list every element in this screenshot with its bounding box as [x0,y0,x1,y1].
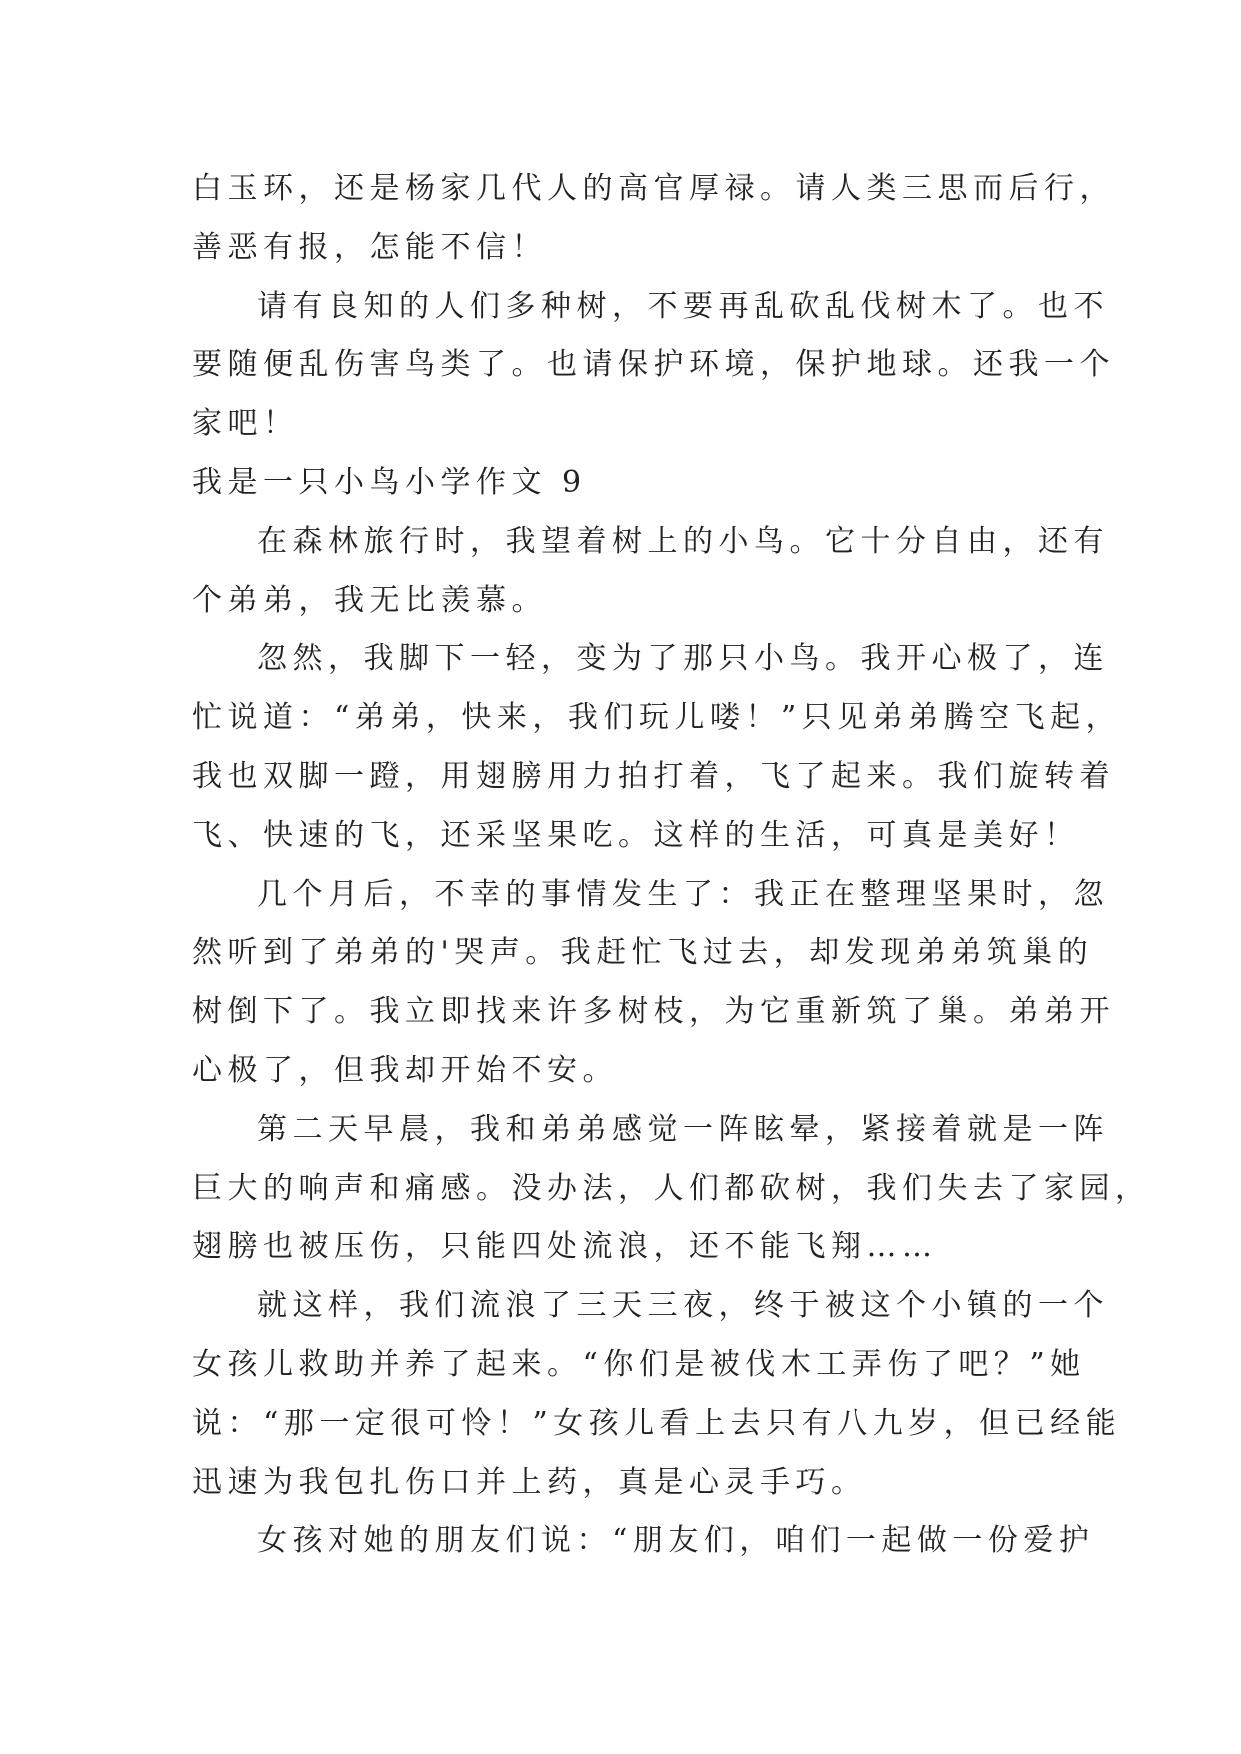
text-line: 飞、快速的飞，还采坚果吃。这样的生活，可真是美好！ [192,817,1080,853]
text-line: 善恶有报，怎能不信！ [192,229,547,265]
text-line: 在森林旅行时，我望着树上的小鸟。它十分自由，还有 [257,523,1109,559]
text-line: 迅速为我包扎伤口并上药，真是心灵手巧。 [192,1464,867,1500]
text-line: 忙说道：“弟弟，快来，我们玩儿喽！”只见弟弟腾空飞起， [192,700,1122,736]
text-line: 说：“那一定很可怜！”女孩儿看上去只有八九岁，但已经能 [192,1405,1122,1441]
text-line: 树倒下了。我立即找来许多树枝，为它重新筑了巢。弟弟开 [192,994,1115,1030]
text-line: 白玉环，还是杨家几代人的高官厚禄。请人类三思而后行， [192,171,1115,206]
section-heading: 我是一只小鸟小学作文 9 [192,464,587,500]
text-line: 几个月后，不幸的事情发生了：我正在整理坚果时，忽 [257,876,1109,912]
text-line: 请有良知的人们多种树，不要再乱砍乱伐树木了。也不 [257,288,1109,324]
text-line: 然听到了弟弟的'哭声。我赶忙飞过去，却发现弟弟筑巢的 [192,935,1094,971]
text-line: 个弟弟，我无比羡慕。 [192,582,547,618]
text-line: 女孩对她的朋友们说：“朋友们，咱们一起做一份爱护 [257,1523,1095,1559]
text-line: 家吧！ [192,406,299,442]
text-line: 就这样，我们流浪了三天三夜，终于被这个小镇的一个 [257,1288,1109,1324]
text-line: 忽然，我脚下一轻，变为了那只小鸟。我开心极了，连 [257,641,1109,677]
text-line: 要随便乱伤害鸟类了。也请保护环境，保护地球。还我一个 [192,347,1115,383]
text-line: 翅膀也被压伤，只能四处流浪，还不能飞翔…… [192,1229,938,1265]
text-line: 巨大的响声和痛感。没办法，人们都砍树，我们失去了家园， [192,1170,1151,1206]
document-body [192,160,1151,1571]
text-line: 心极了，但我却开始不安。 [192,1052,618,1088]
text-line: 女孩儿救助并养了起来。“你们是被伐木工弄伤了吧？”她 [192,1346,1086,1382]
text-line: 我也双脚一蹬，用翅膀用力拍打着，飞了起来。我们旋转着 [192,758,1115,794]
text-line: 第二天早晨，我和弟弟感觉一阵眩晕，紧接着就是一阵 [257,1111,1109,1147]
